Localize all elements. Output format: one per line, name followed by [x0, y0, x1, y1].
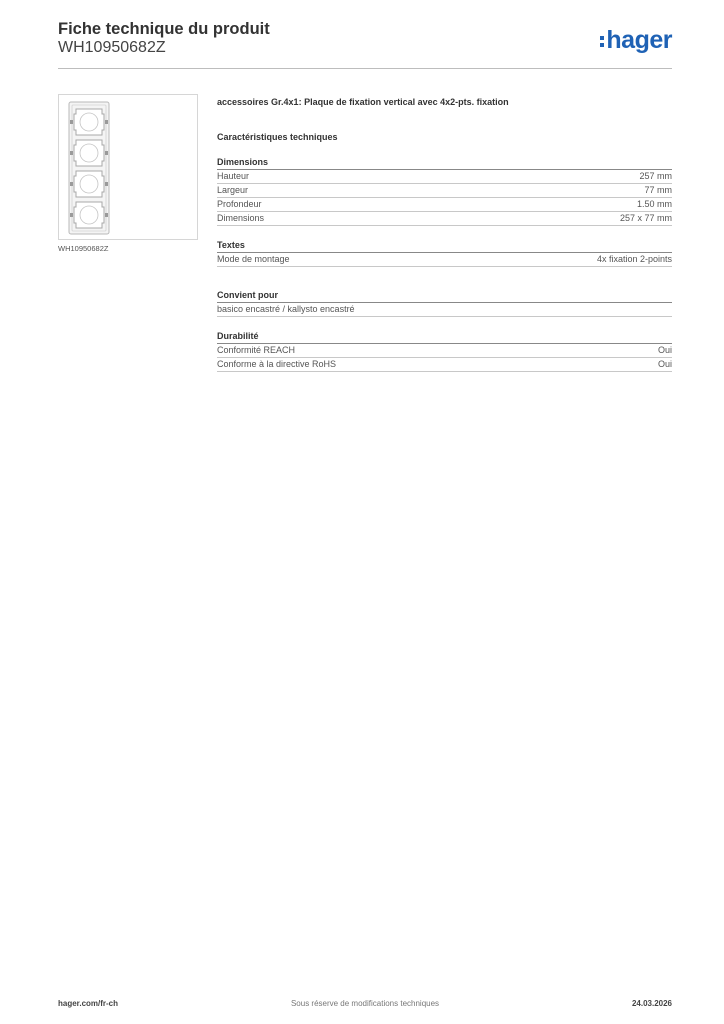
row-value: 77 mm [644, 185, 672, 195]
row-label: Conformité REACH [217, 345, 296, 355]
table-row [217, 303, 672, 317]
footer-website-link[interactable]: hager.com/fr-ch [58, 999, 119, 1008]
row-label: basico encastré / kallysto encastré [217, 304, 355, 314]
row-value: Oui [657, 345, 672, 355]
table-row [217, 184, 672, 198]
product-code: WH10950682Z [58, 39, 166, 56]
document-title: Fiche technique du produit [58, 20, 270, 38]
logo-mark-icon [600, 36, 604, 47]
header-divider [58, 68, 672, 69]
section-convient-pour [217, 289, 672, 317]
product-description: accessoires Gr.4x1: Plaque de fixation vertical avec 4x2-pts. fixation [217, 97, 509, 107]
table-row [217, 253, 672, 267]
row-label: Mode de montage [217, 254, 290, 264]
table-row [217, 212, 672, 226]
row-value: 4x fixation 2-points [596, 254, 672, 264]
product-image-frame [58, 94, 198, 240]
characteristics-heading: Caractéristiques techniques [217, 132, 338, 142]
section-dimensions [217, 156, 672, 226]
section-title: Textes [217, 239, 672, 253]
table-row [217, 358, 672, 372]
page-footer [58, 999, 672, 1011]
footer-date: 24.03.2026 [631, 999, 672, 1008]
row-label: Largeur [217, 185, 249, 195]
page-header [58, 20, 672, 70]
table-row [217, 198, 672, 212]
table-row [217, 344, 672, 358]
row-label: Hauteur [217, 171, 250, 181]
row-label: Profondeur [217, 199, 262, 209]
row-value: 1.50 mm [636, 199, 672, 209]
mounting-plate-icon [67, 101, 111, 235]
section-durabilite [217, 330, 672, 372]
hager-logo [600, 28, 672, 53]
section-textes [217, 239, 672, 267]
section-title: Durabilité [217, 330, 672, 344]
table-row [217, 170, 672, 184]
logo-text: hager [606, 26, 672, 54]
product-details [217, 96, 672, 372]
row-label: Dimensions [217, 213, 265, 223]
row-value: 257 mm [639, 171, 672, 181]
row-value: Oui [657, 359, 672, 369]
product-image-caption: WH10950682Z [58, 244, 109, 253]
row-value: 257 x 77 mm [619, 213, 672, 223]
row-label: Conforme à la directive RoHS [217, 359, 337, 369]
footer-notice: Sous réserve de modifications techniques [290, 999, 440, 1008]
section-title: Dimensions [217, 156, 672, 170]
section-title: Convient pour [217, 289, 672, 303]
